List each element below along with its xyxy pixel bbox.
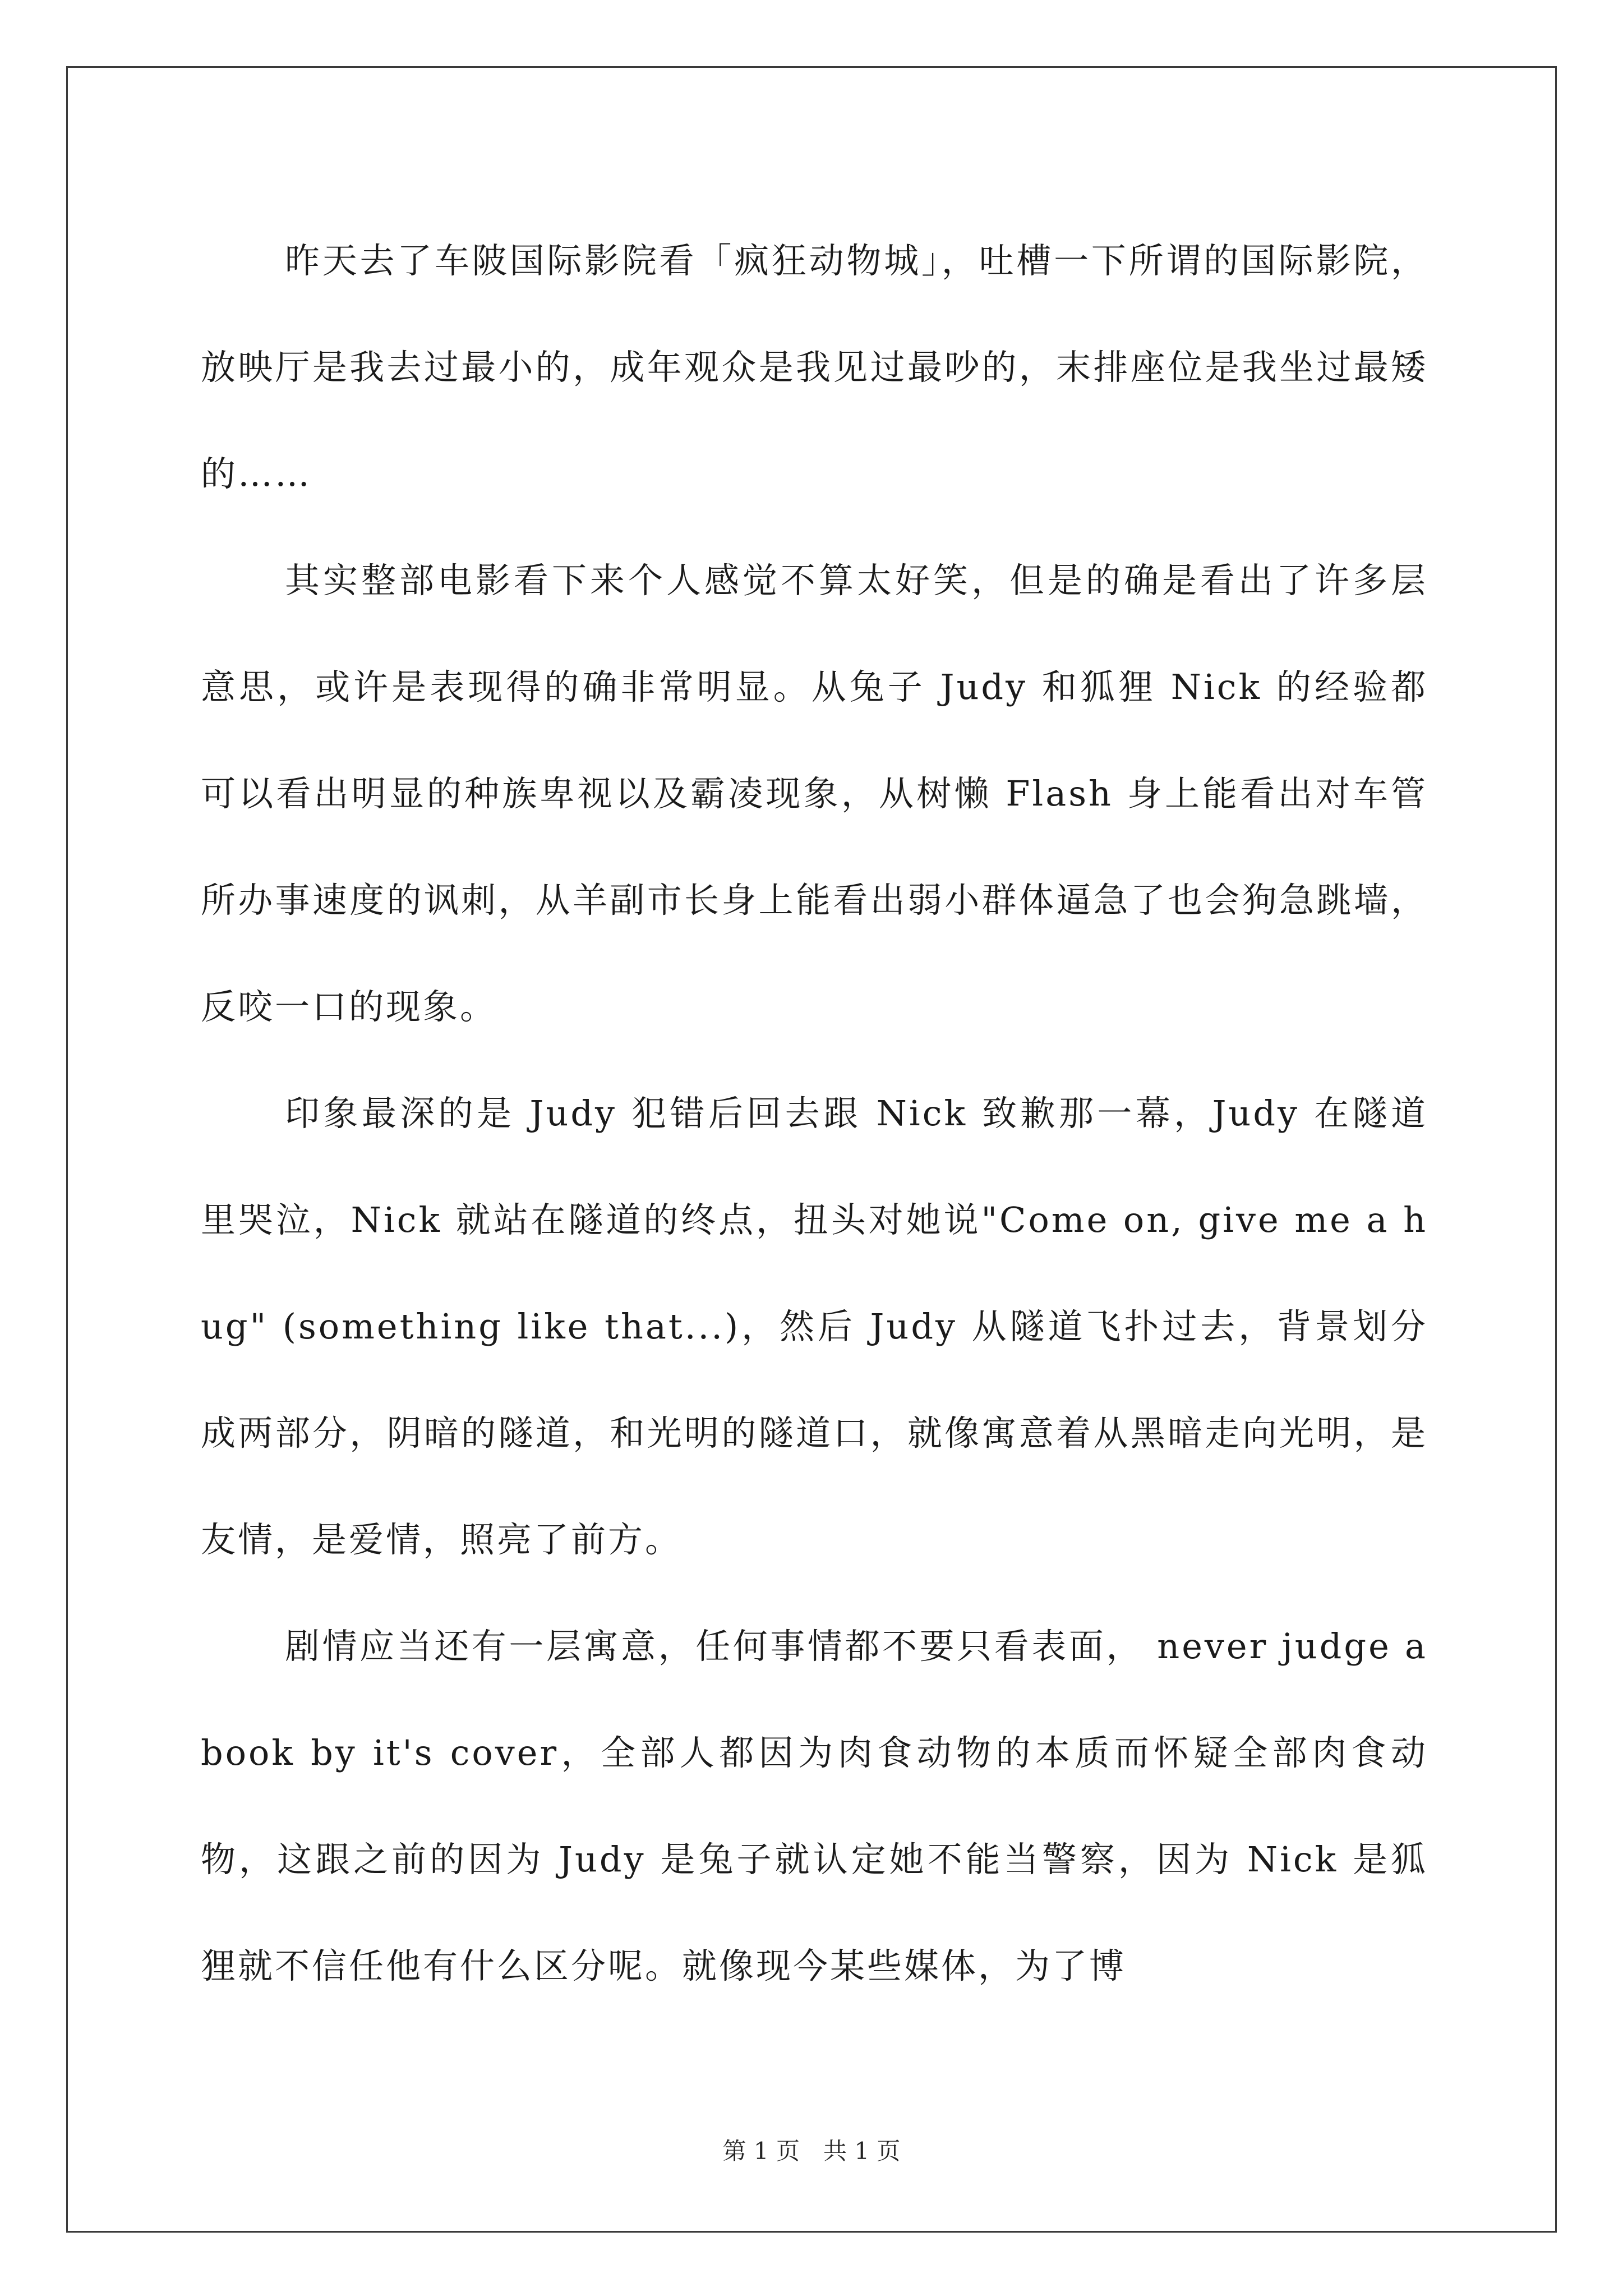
paragraph-3: 印象最深的是 Judy 犯错后回去跟 Nick 致歉那一幕，Judy 在隧道里哭泣，Nick 就站在隧道的终点，扭头对她说"Come on, give me a hug" (something like that...)，然后 Judy 从隧道飞扑过去，背景划分成两部分，阴暗的隧道，和光明的隧道口，就像寓意着从黑暗走向光明，是友情，是爱情，照亮了前方。 xyxy=(201,1093,1428,1560)
paragraph-4: 剧情应当还有一层寓意，任何事情都不要只看表面， never judge a book by it's cover，全部人都因为肉食动物的本质而怀疑全部肉食动物，这跟之前的因为 Judy 是兔子就认定她不能当警察，因为 Nick 是狐狸就不信任他有什么区分呢。就像现今某些媒体，为了博 xyxy=(201,1626,1428,1986)
paragraph-1: 昨天去了车陂国际影院看「疯狂动物城」，吐槽一下所谓的国际影院，放映厅是我去过最小的，成年观众是我见过最吵的，末排座位是我坐过最矮的…… xyxy=(201,240,1428,494)
paragraph-2: 其实整部电影看下来个人感觉不算太好笑，但是的确是看出了许多层意思，或许是表现得的确非常明显。从兔子 Judy 和狐狸 Nick 的经验都可以看出明显的种族卑视以及霸凌现象，从树懒 Flash 身上能看出对车管所办事速度的讽刺，从羊副市长身上能看出弱小群体逼急了也会狗急跳墙，反咬一口的现象。 xyxy=(201,560,1428,1027)
page-number-footer: 第 1 页 共 1 页 xyxy=(722,2137,901,2165)
document-body xyxy=(201,208,1428,2019)
